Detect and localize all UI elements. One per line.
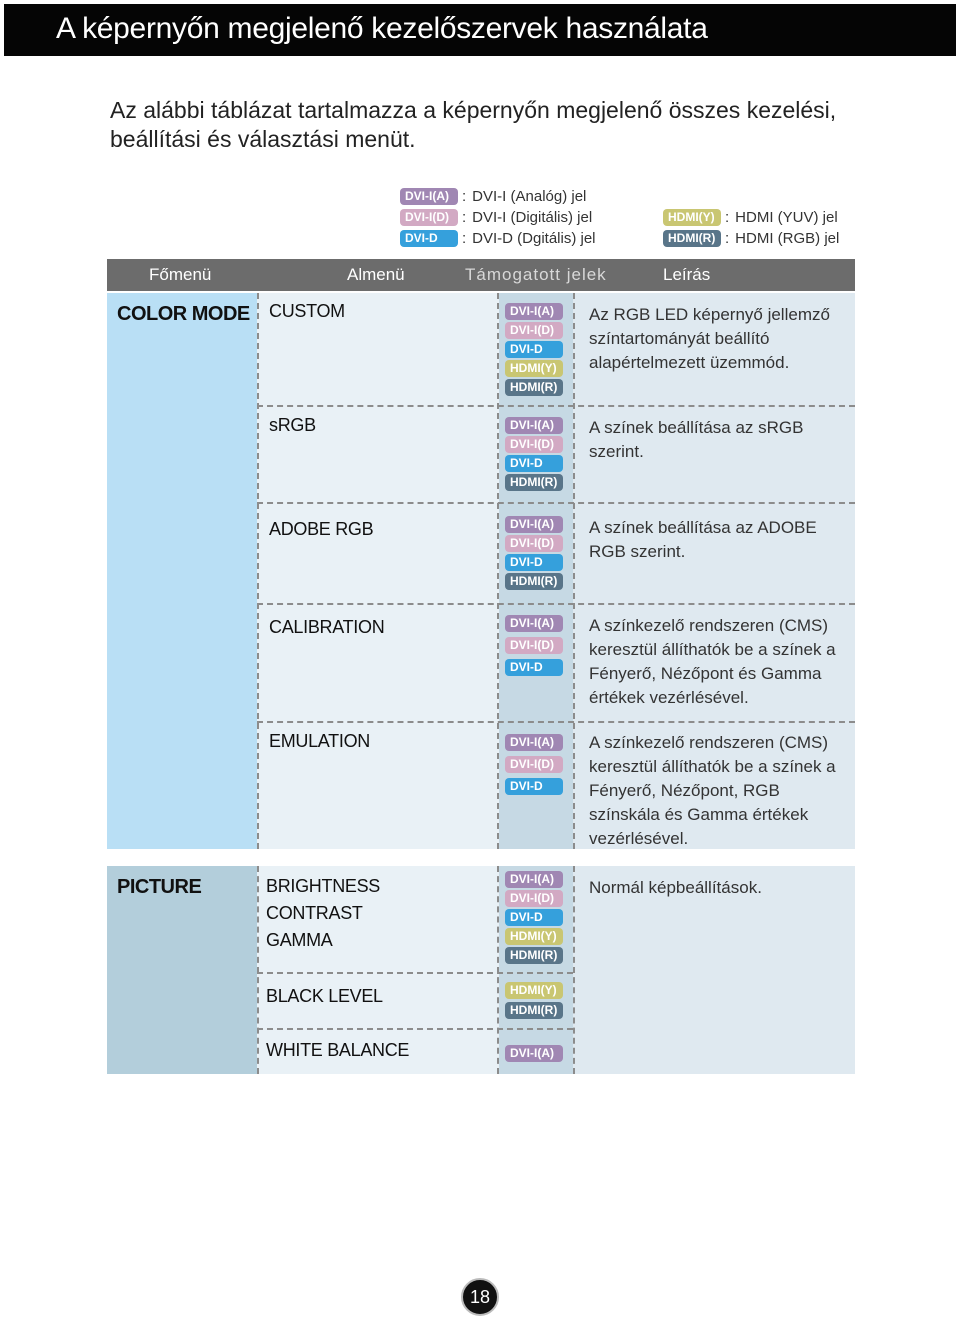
signal-list [505, 734, 563, 795]
main-menu-label: COLOR MODE [117, 303, 250, 325]
header-main-menu: Főmenü [149, 265, 212, 284]
row-divider [257, 603, 855, 605]
signal-list [505, 516, 563, 590]
row-divider [257, 721, 855, 723]
badge-dvi-d: DVI-D [505, 341, 563, 358]
legend-item: HDMI(R) : HDMI (RGB) jel [663, 228, 839, 249]
badge-dvi-i-d: DVI-I(D) [505, 756, 563, 773]
legend-text: DVI-D (Dgitális) jel [472, 230, 596, 247]
badge-dvi-i-a: DVI-I(A) [505, 417, 563, 434]
submenu-white-balance: WHITE BALANCE [266, 1040, 410, 1060]
legend-left [400, 186, 596, 249]
signal-list [505, 615, 563, 676]
main-menu-cell [107, 866, 257, 1074]
badge-dvi-i-a: DVI-I(A) [505, 734, 563, 751]
legend-right [663, 207, 839, 249]
main-menu-label: PICTURE [117, 876, 202, 898]
badge-dvi-d: DVI-D [505, 455, 563, 472]
legend-text: DVI-I (Analóg) jel [472, 188, 587, 205]
badge-dvi-i-a: DVI-I(A) [505, 615, 563, 632]
badge-hdmi-r: HDMI(R) [505, 573, 563, 590]
page-number: 18 [461, 1278, 499, 1316]
badge-hdmi-r: HDMI(R) [505, 379, 563, 396]
legend-item: DVI-I(D) : DVI-I (Digitális) jel [400, 207, 596, 228]
badge-dvi-i-a: DVI-I(A) [505, 1045, 563, 1062]
description-srgb: A színek beállítása az sRGB szerint. [589, 418, 804, 461]
badge-hdmi-r: HDMI(R) [663, 230, 721, 247]
table-header [107, 259, 855, 291]
submenu-custom: CUSTOM [269, 301, 345, 321]
submenu-brightness: BRIGHTNESS [266, 876, 381, 896]
badge-hdmi-y: HDMI(Y) [505, 928, 563, 945]
badge-hdmi-y: HDMI(Y) [505, 360, 563, 377]
legend-item: DVI-I(A) : DVI-I (Analóg) jel [400, 186, 596, 207]
legend-text: HDMI (YUV) jel [735, 209, 838, 226]
row-divider [257, 502, 855, 504]
badge-dvi-d: DVI-D [505, 778, 563, 795]
picture-block [107, 866, 855, 1074]
row-divider [257, 1028, 573, 1030]
badge-dvi-i-d: DVI-I(D) [505, 890, 563, 907]
description-emulation: A színkezelő rendszeren (CMS) keresztül állíthatók be a színek a Fényerő, Nézőpont, RGB színskála és Gamma értékek vezérlésével. [589, 733, 836, 848]
header-submenu: Almenü [347, 265, 405, 284]
badge-dvi-d: DVI-D [505, 554, 563, 571]
submenu-adobe-rgb: ADOBE RGB [269, 519, 374, 539]
submenu-calibration: CALIBRATION [269, 617, 385, 637]
signal-list [505, 303, 563, 396]
signal-list [505, 871, 563, 964]
page-title: A képernyőn megjelenő kezelőszervek használata [56, 12, 708, 45]
badge-dvi-i-a: DVI-I(A) [400, 188, 458, 205]
header-description: Leírás [663, 265, 711, 284]
legend-text: HDMI (RGB) jel [735, 230, 840, 247]
intro-text: Az alábbi táblázat tartalmazza a képernyőn megjelenő összes kezelési, beállítási és választási menüt. [110, 97, 837, 152]
signal-list [505, 1045, 563, 1062]
description-picture: Normál képbeállítások. [589, 878, 762, 897]
badge-dvi-d: DVI-D [400, 230, 458, 247]
row-divider [257, 405, 855, 407]
badge-dvi-i-d: DVI-I(D) [505, 637, 563, 654]
badge-hdmi-r: HDMI(R) [505, 947, 563, 964]
badge-dvi-d: DVI-D [505, 909, 563, 926]
submenu-contrast: CONTRAST [266, 903, 363, 923]
row-divider [257, 972, 573, 974]
badge-hdmi-r: HDMI(R) [505, 474, 563, 491]
legend-item: DVI-D : DVI-D (Dgitális) jel [400, 228, 596, 249]
badge-hdmi-y: HDMI(Y) [663, 209, 721, 226]
submenu-gamma: GAMMA [266, 930, 333, 950]
submenu-srgb: sRGB [269, 415, 316, 435]
signal-list [505, 982, 563, 1019]
badge-dvi-i-a: DVI-I(A) [505, 303, 563, 320]
submenu-group [266, 873, 380, 954]
color-mode-block [107, 293, 855, 849]
badge-dvi-i-a: DVI-I(A) [505, 516, 563, 533]
submenu-column [257, 293, 499, 849]
submenu-black-level: BLACK LEVEL [266, 986, 383, 1006]
badge-dvi-i-d: DVI-I(D) [400, 209, 458, 226]
description-custom: Az RGB LED képernyő jellemző színtartományát beállító alapértelmezett üzemmód. [589, 305, 830, 372]
description-adobe-rgb: A színek beállítása az ADOBE RGB szerint. [589, 518, 817, 561]
description-calibration: A színkezelő rendszeren (CMS) keresztül állíthatók be a színek a Fényerő, Nézőpont és Gamma értékek vezérlésével. [589, 616, 836, 707]
badge-dvi-i-d: DVI-I(D) [505, 322, 563, 339]
badge-dvi-d: DVI-D [505, 659, 563, 676]
badge-dvi-i-d: DVI-I(D) [505, 436, 563, 453]
submenu-emulation: EMULATION [269, 731, 370, 751]
badge-dvi-i-d: DVI-I(D) [505, 535, 563, 552]
badge-dvi-i-a: DVI-I(A) [505, 871, 563, 888]
badge-hdmi-y: HDMI(Y) [505, 982, 563, 999]
main-menu-cell [107, 293, 257, 849]
legend-item: HDMI(Y) : HDMI (YUV) jel [663, 207, 839, 228]
legend-text: DVI-I (Digitális) jel [472, 209, 593, 226]
badge-hdmi-r: HDMI(R) [505, 1002, 563, 1019]
header-signals: Támogatott jelek [465, 265, 607, 284]
title-bar [4, 4, 956, 56]
signal-list [505, 417, 563, 491]
